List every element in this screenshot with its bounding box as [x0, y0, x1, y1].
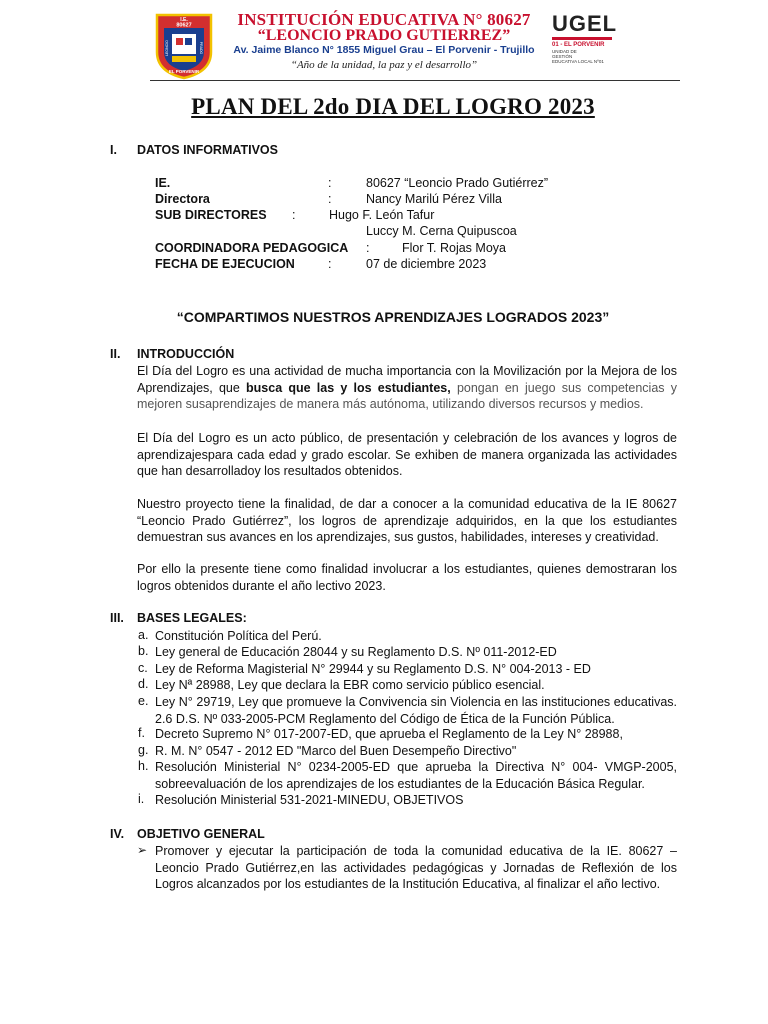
legal-item-letter: h.	[138, 759, 149, 773]
legal-item-text: Resolución Ministerial 531-2021-MINEDU, OBJETIVOS	[155, 793, 464, 807]
info-label-fecha: FECHA DE EJECUCION	[155, 257, 295, 271]
ugel-line2: UNIDAD DE	[552, 49, 577, 54]
crest-number: 80627	[176, 22, 192, 29]
objective-text: Promover y ejecutar la participación de toda la comunidad educativa de la IE. 80627 – Leoncio Prado Gutiérrez,en las actividades pedagógicas y Jornadas de Reflexión de los Logros alcanzados por los estudiantes de la Institución Educativa, al finalizar el año lectivo.	[155, 844, 677, 891]
institution-name: INSTITUCIÓN EDUCATIVA N° 80627	[237, 10, 531, 29]
section1-title: DATOS INFORMATIVOS	[137, 143, 278, 157]
intro-paragraph-3: Nuestro proyecto tiene la finalidad, de dar a conocer a la comunidad educativa de la IE 80627 “Leoncio Prado Gutiérrez”, los logros de aprendizaje adquiridos, en la que los estudiantes demuestran sus avances en los aprendizajes, sus gustos, habilidades, intereses y creatividad.	[137, 497, 677, 544]
document-title: PLAN DEL 2do DIA DEL LOGRO 2023	[191, 94, 595, 119]
section3-number: III.	[110, 611, 124, 625]
section4-title: OBJETIVO GENERAL	[137, 827, 265, 841]
ugel-line3: GESTIÓN	[552, 54, 573, 59]
info-sep-coordinadora: :	[366, 241, 370, 255]
institution-subtitle: “LEONCIO PRADO GUTIERREZ”	[257, 27, 511, 44]
intro-paragraph-1	[137, 363, 677, 413]
crest-side-right: PRADO	[199, 41, 203, 55]
crest-ribbon: EL PORVENIR	[168, 69, 200, 74]
info-value-ie: 80627 “Leoncio Prado Gutiérrez”	[366, 176, 549, 190]
legal-item-text: R. M. N° 0547 - 2012 ED "Marco del Buen Desempeño Directivo"	[155, 744, 517, 758]
section4-number: IV.	[110, 827, 125, 841]
intro-p1-part-a: El Día del Logro es una actividad de mucha importancia con la Movilización por la Mejora de los Aprendizajes, que	[137, 364, 677, 395]
crest-side-left: LEONCIO	[165, 40, 169, 56]
info-sep-directora: :	[328, 192, 332, 206]
intro-paragraph-4: Por ello la presente tiene como finalidad involucrar a los estudiantes, quienes demostraran los logros obtenidos durante el año lectivo 2023.	[137, 562, 677, 593]
school-crest-logo	[154, 12, 214, 80]
legal-item-letter: b.	[138, 644, 149, 658]
ugel-logo-text: UGEL	[552, 11, 618, 36]
info-value-subdirector-2: Luccy M. Cerna Quipuscoa	[366, 224, 517, 238]
info-label-directora: Directora	[155, 192, 210, 206]
intro-paragraph-2: El Día del Logro es un acto público, de presentación y celebración de los avances y logros de aprendizajespara cada edad y grado escolar. Se exhiben de manera organizada las actividades que han desarrolladoy los resultados obtenidos.	[137, 431, 677, 478]
info-value-directora: Nancy Marilú Pérez Villa	[366, 192, 502, 206]
legal-item-text: Ley N° 29719, Ley que promueve la Convivencia sin Violencia en las instituciones educativas. 2.6 D.S. Nº 033-2005-PCM Reglamento del Código de Ética de la Función Pública.	[155, 695, 677, 726]
info-value-fecha: 07 de diciembre 2023	[366, 257, 487, 271]
legal-item-letter: c.	[138, 661, 148, 675]
arrow-bullet-icon: ➢	[137, 843, 148, 857]
legal-item-text: Decreto Supremo N° 017-2007-ED, que aprueba el Reglamento de la Ley N° 28988,	[155, 727, 623, 741]
legal-item-letter: d.	[138, 677, 149, 691]
info-sep-subdirectores: :	[292, 208, 296, 222]
legal-item-letter: e.	[138, 694, 149, 708]
info-label-ie: IE.	[155, 176, 171, 190]
info-value-subdirector-1: Hugo F. León Tafur	[329, 208, 435, 222]
year-motto: “Año de la unidad, la paz y el desarrollo”	[290, 59, 478, 71]
institution-address: Av. Jaime Blanco N° 1855 Miguel Grau – El Porvenir - Trujillo	[233, 44, 535, 56]
legal-item-letter: g.	[138, 743, 149, 757]
legal-item-letter: a.	[138, 628, 149, 642]
ugel-line1: 01 - EL PORVENIR	[552, 42, 605, 48]
section2-title: INTRODUCCIÓN	[137, 347, 235, 361]
intro-p1-part-c: pongan en juego sus competencias y mejoren susaprendizajes de manera más autónoma, utilizando diversos recursos y medios.	[137, 380, 677, 411]
ugel-line4: EDUCATIVA LOCAL Nº01	[552, 59, 604, 64]
legal-item-text: Resolución Ministerial N° 0234-2005-ED que aprueba la Directiva N° 004- VMGP-2005, sobreevaluación de los aprendizajes de los estudiantes de la Educación Básica Regular.	[155, 760, 677, 791]
event-slogan: “COMPARTIMOS NUESTROS APRENDIZAJES LOGRADOS 2023”	[176, 309, 610, 325]
section2-number: II.	[110, 347, 121, 361]
legal-item-letter: f.	[138, 726, 145, 740]
ugel-red-bar	[552, 37, 612, 40]
ugel-logo	[552, 12, 618, 68]
info-label-coordinadora: COORDINADORA PEDAGOGICA	[155, 241, 349, 255]
crest-top-text: I.E.	[180, 17, 188, 23]
info-sep-fecha: :	[328, 257, 332, 271]
legal-item-text: Ley general de Educación 28044 y su Reglamento D.S. Nº 011-2012-ED	[155, 645, 557, 659]
section3-title: BASES LEGALES:	[137, 611, 247, 625]
section1-number: I.	[110, 143, 117, 157]
info-value-coordinadora: Flor T. Rojas Moya	[402, 241, 506, 255]
legal-item-text: Ley Nª 28988, Ley que declara la EBR como servicio público esencial.	[155, 678, 545, 692]
legal-item-text: Ley de Reforma Magisterial N° 29944 y su Reglamento D.S. N° 004-2013 - ED	[155, 662, 591, 676]
info-sep-ie: :	[328, 176, 332, 190]
info-label-subdirectores: SUB DIRECTORES	[155, 208, 267, 222]
legal-item-letter: i.	[138, 792, 145, 806]
header-divider	[150, 80, 680, 81]
intro-p1-highlight: busca que las y los estudiantes,	[246, 380, 451, 395]
legal-item-text: Constitución Política del Perú.	[155, 629, 322, 643]
